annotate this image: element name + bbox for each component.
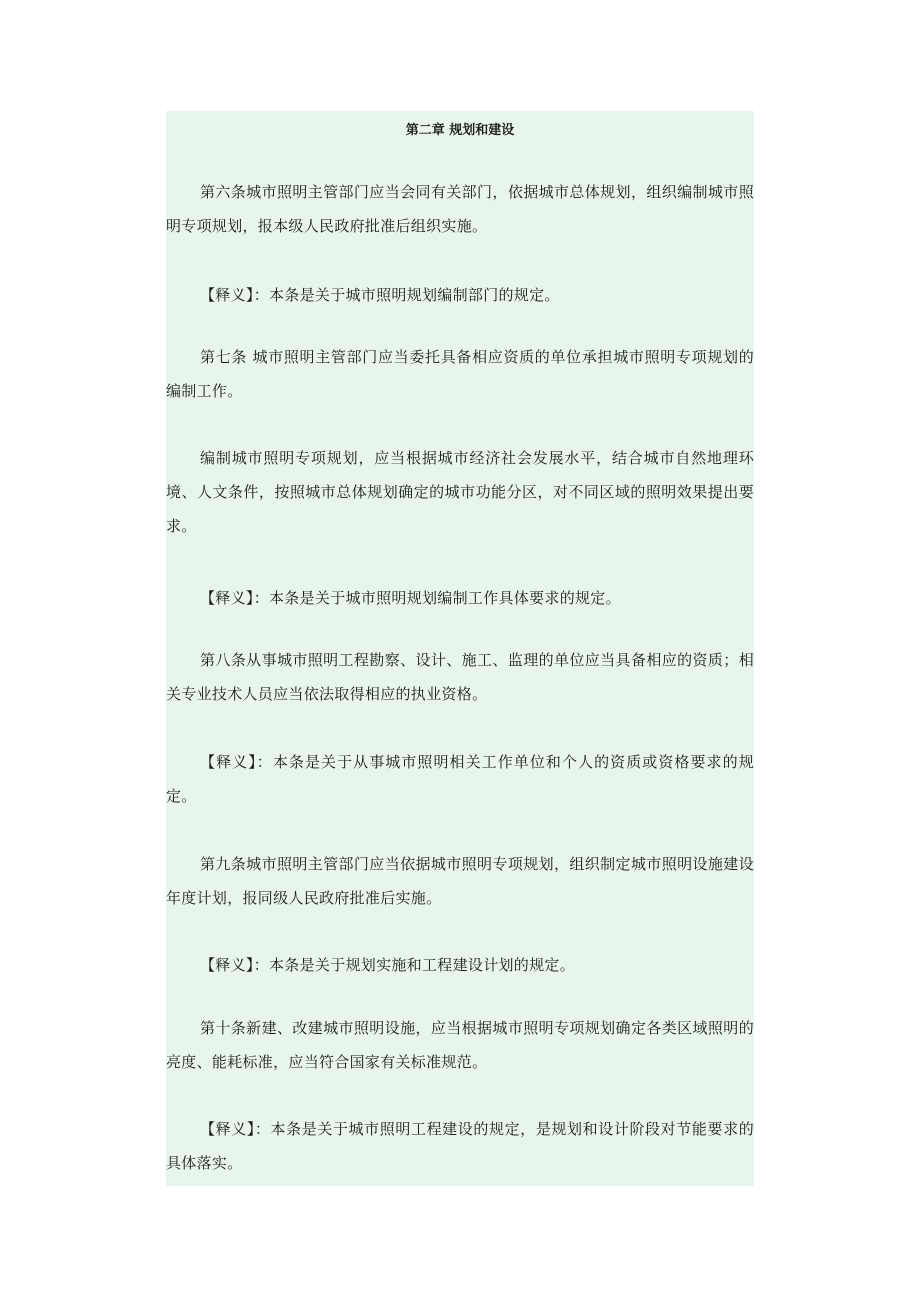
article-10-paragraph: 第十条新建、改建城市照明设施，应当根据城市照明专项规划确定各类区域照明的亮度、能耗标准，应当符合国家有关标准规范。 [166,1019,754,1071]
article-7-paragraph: 第七条 城市照明主管部门应当委托具备相应资质的单位承担城市照明专项规划的编制工作。 [166,348,754,400]
article-9-explanation: 【释义】：本条是关于规划实施和工程建设计划的规定。 [200,956,576,974]
chapter-title: 第二章 规划和建设 [405,123,515,138]
article-10-explanation: 【释义】：本条是关于城市照明工程建设的规定，是规划和设计阶段对节能要求的具体落实。 [166,1120,754,1172]
article-8-explanation: 【释义】：本条是关于从事城市照明相关工作单位和个人的资质或资格要求的规定。 [166,753,754,805]
article-9-paragraph: 第九条城市照明主管部门应当依据城市照明专项规划，组织制定城市照明设施建设年度计划，报同级人民政府批准后实施。 [166,855,754,907]
article-7-subparagraph: 编制城市照明专项规划，应当根据城市经济社会发展水平，结合城市自然地理环境、人文条件，按照城市总体规划确定的城市功能分区，对不同区域的照明效果提出要求。 [166,449,754,535]
article-6-paragraph: 第六条城市照明主管部门应当会同有关部门，依据城市总体规划，组织编制城市照明专项规划，报本级人民政府批准后组织实施。 [166,183,754,235]
article-8-paragraph: 第八条从事城市照明工程勘察、设计、施工、监理的单位应当具备相应的资质；相关专业技术人员应当依法取得相应的执业资格。 [166,651,754,703]
article-7-explanation: 【释义】：本条是关于城市照明规划编制工作具体要求的规定。 [200,589,621,607]
article-6-explanation: 【释义】：本条是关于城市照明规划编制部门的规定。 [200,286,560,304]
